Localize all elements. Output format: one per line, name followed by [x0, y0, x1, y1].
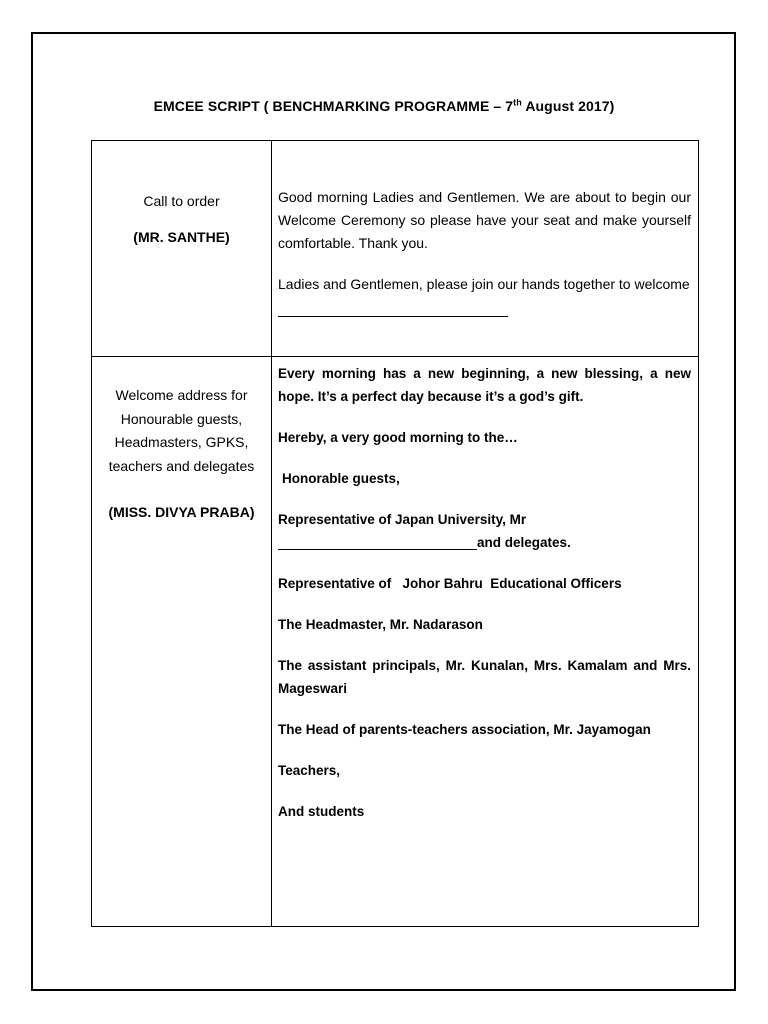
role-cell	[92, 141, 272, 357]
table-row-call-to-order	[92, 141, 699, 357]
script-paragraph: Ladies and Gentlemen, please join our hands together to welcome	[278, 276, 690, 292]
table-row-welcome-address	[92, 357, 699, 927]
guest-line: Teachers,	[278, 763, 341, 778]
script-cell	[272, 141, 699, 357]
role-label: Welcome address for	[115, 387, 248, 403]
speaker-name: (MR. SANTHE)	[133, 228, 230, 245]
guest-line: Representative of Johor Bahru Educational Officers	[278, 576, 622, 591]
speaker-name: (MISS. DIVYA PRABA)	[108, 504, 255, 520]
role-cell	[92, 357, 272, 927]
guest-line-text: and delegates.	[477, 535, 571, 550]
title-ordinal-suffix: th	[513, 97, 522, 108]
role-label: Honourable guests,	[120, 410, 243, 427]
guest-line	[278, 508, 691, 554]
fill-in-blank-line	[278, 302, 508, 317]
fill-in-blank-line	[278, 536, 477, 550]
role-label: Call to order	[143, 193, 220, 209]
guest-line-text: Representative of Japan University, Mr	[278, 512, 527, 527]
guest-line: The assistant principals, Mr. Kunalan, Mrs. Kamalam and Mrs. Mageswari	[278, 658, 691, 696]
script-paragraph: Good morning Ladies and Gentlemen. We are about to begin our Welcome Ceremony so please have your seat and make yourself comfortable. Thank you.	[278, 189, 691, 251]
title-text: EMCEE SCRIPT ( BENCHMARKING PROGRAMME – 7	[153, 98, 514, 114]
guest-line: The Headmaster, Mr. Nadarason	[278, 617, 483, 632]
title-date-text: August 2017)	[521, 98, 615, 114]
role-label: teachers and delegates	[108, 457, 255, 474]
role-label: Headmasters, GPKS,	[114, 434, 249, 450]
opening-line: Every morning has a new beginning, a new blessing, a new hope. It’s a perfect day because it’s a god’s gift.	[278, 366, 691, 404]
greeting-line: Hereby, a very good morning to the…	[278, 430, 518, 445]
guest-line: The Head of parents-teachers association, Mr. Jayamogan	[278, 722, 651, 737]
guest-line: Honorable guests,	[282, 471, 400, 486]
guest-line: And students	[278, 804, 365, 819]
document-title	[0, 98, 768, 114]
script-cell	[272, 357, 699, 927]
emcee-script-table	[91, 140, 699, 927]
